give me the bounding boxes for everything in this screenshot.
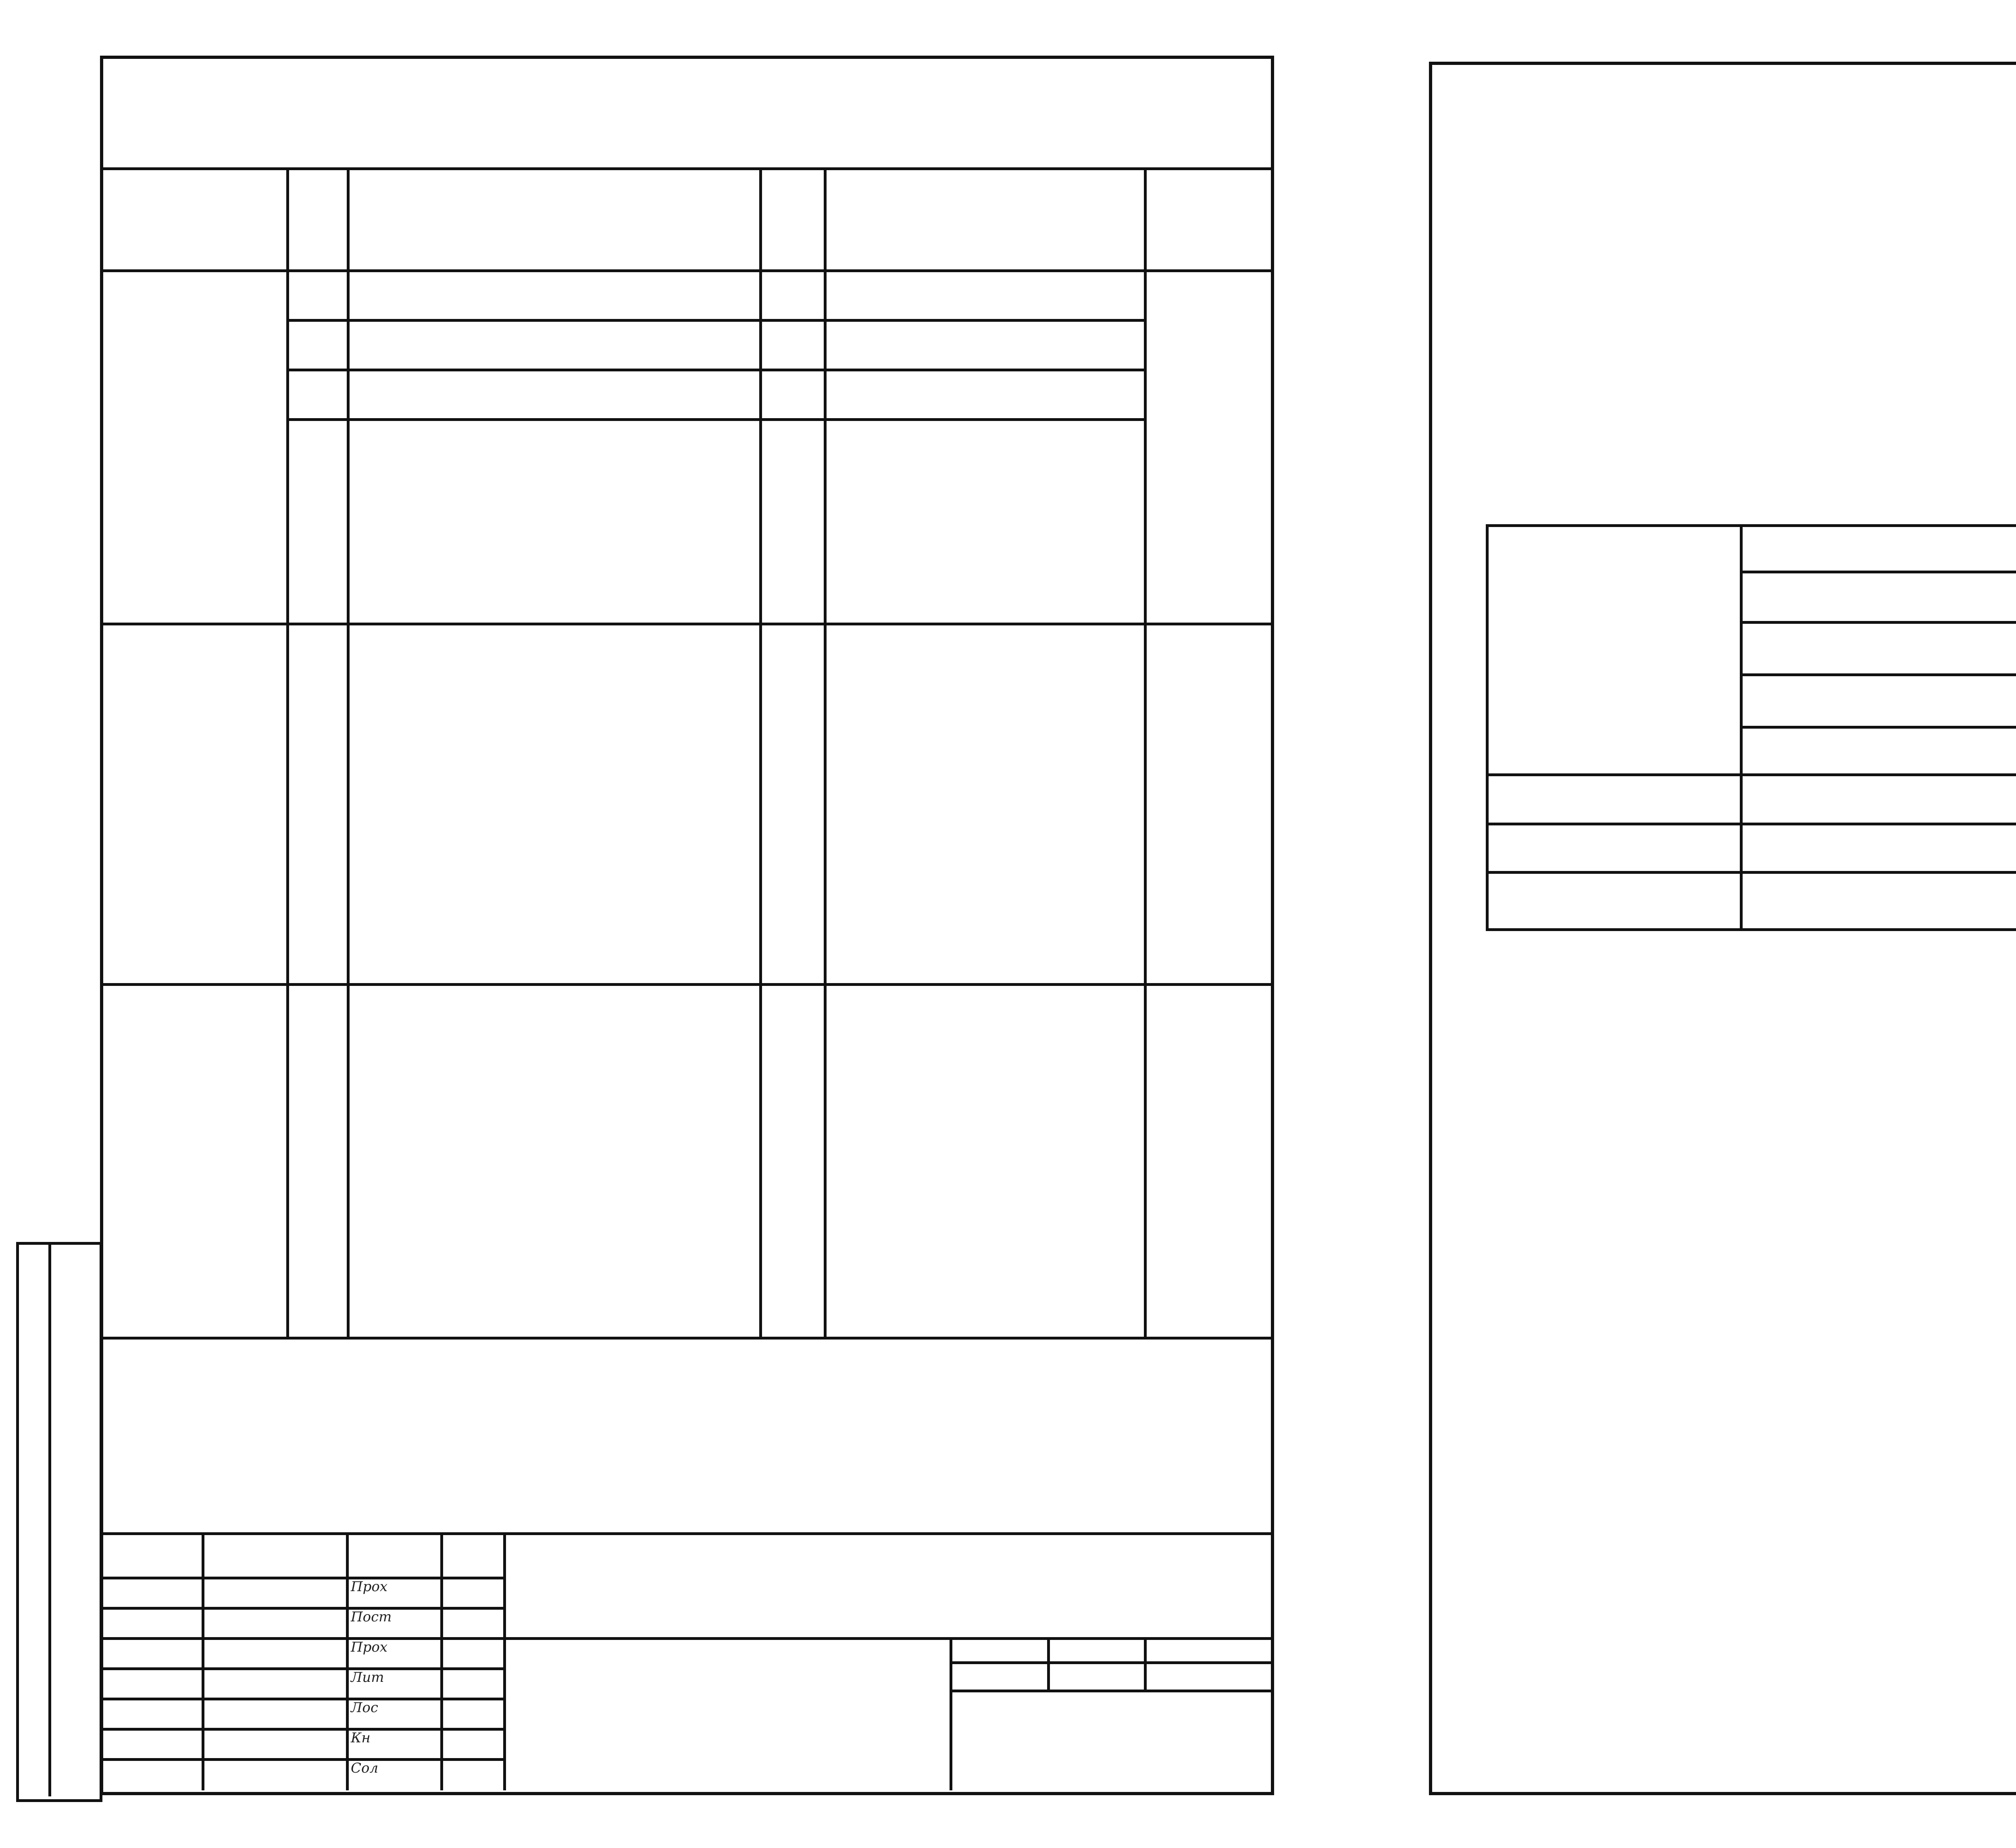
spec-row-line [286, 319, 1144, 322]
spec-col-line [286, 167, 289, 1337]
title-block-row [100, 1667, 503, 1670]
title-signature: Лос [351, 1700, 378, 1716]
spec-group-line [100, 983, 1274, 986]
title-block-col [346, 1532, 349, 1790]
spec-group-line [100, 623, 1274, 625]
title-block-row [100, 1698, 503, 1700]
steel-table-row-line [1740, 726, 2016, 729]
title-block-top-line [100, 1532, 1274, 1535]
title-signature: Лит [351, 1669, 384, 1685]
side-stamp [16, 1242, 102, 1802]
title-block-col [440, 1532, 443, 1790]
steel-table-row-line [1486, 871, 2016, 874]
spec-col-line [347, 167, 350, 1337]
side-stamp-col-line [48, 1242, 51, 1796]
steel-table-row-line [1740, 571, 2016, 573]
title-block-col [202, 1532, 204, 1790]
spec-table-bottom-line [100, 1337, 1274, 1340]
spec-col-line [759, 167, 762, 1337]
spec-row-line [286, 418, 1144, 421]
steel-table-row-line [1486, 773, 2016, 776]
title-block-col [503, 1532, 506, 1790]
title-block-row [100, 1758, 503, 1761]
title-block-row [100, 1577, 503, 1579]
spec-col-line [824, 167, 827, 1337]
title-block-row [950, 1690, 1274, 1692]
title-block-col [950, 1637, 952, 1790]
title-signature: Пост [351, 1609, 392, 1625]
steel-table-row-line [1486, 823, 2016, 825]
spec-header-top-line [100, 167, 1274, 170]
title-signature: Кн [351, 1730, 371, 1746]
spec-row-line [286, 369, 1144, 371]
title-block-row [100, 1637, 1274, 1640]
title-block-row [950, 1661, 1274, 1664]
spec-header-bottom-line [100, 269, 1274, 272]
steel-table-row-line [1740, 621, 2016, 624]
title-signature: Прох [351, 1639, 388, 1655]
spec-col-line [1144, 167, 1147, 1337]
title-signature: Сол [351, 1760, 379, 1776]
steel-table-row-line [1740, 673, 2016, 676]
title-signature: Прох [351, 1579, 388, 1595]
title-block-row [100, 1728, 503, 1731]
title-block-row [100, 1607, 503, 1610]
